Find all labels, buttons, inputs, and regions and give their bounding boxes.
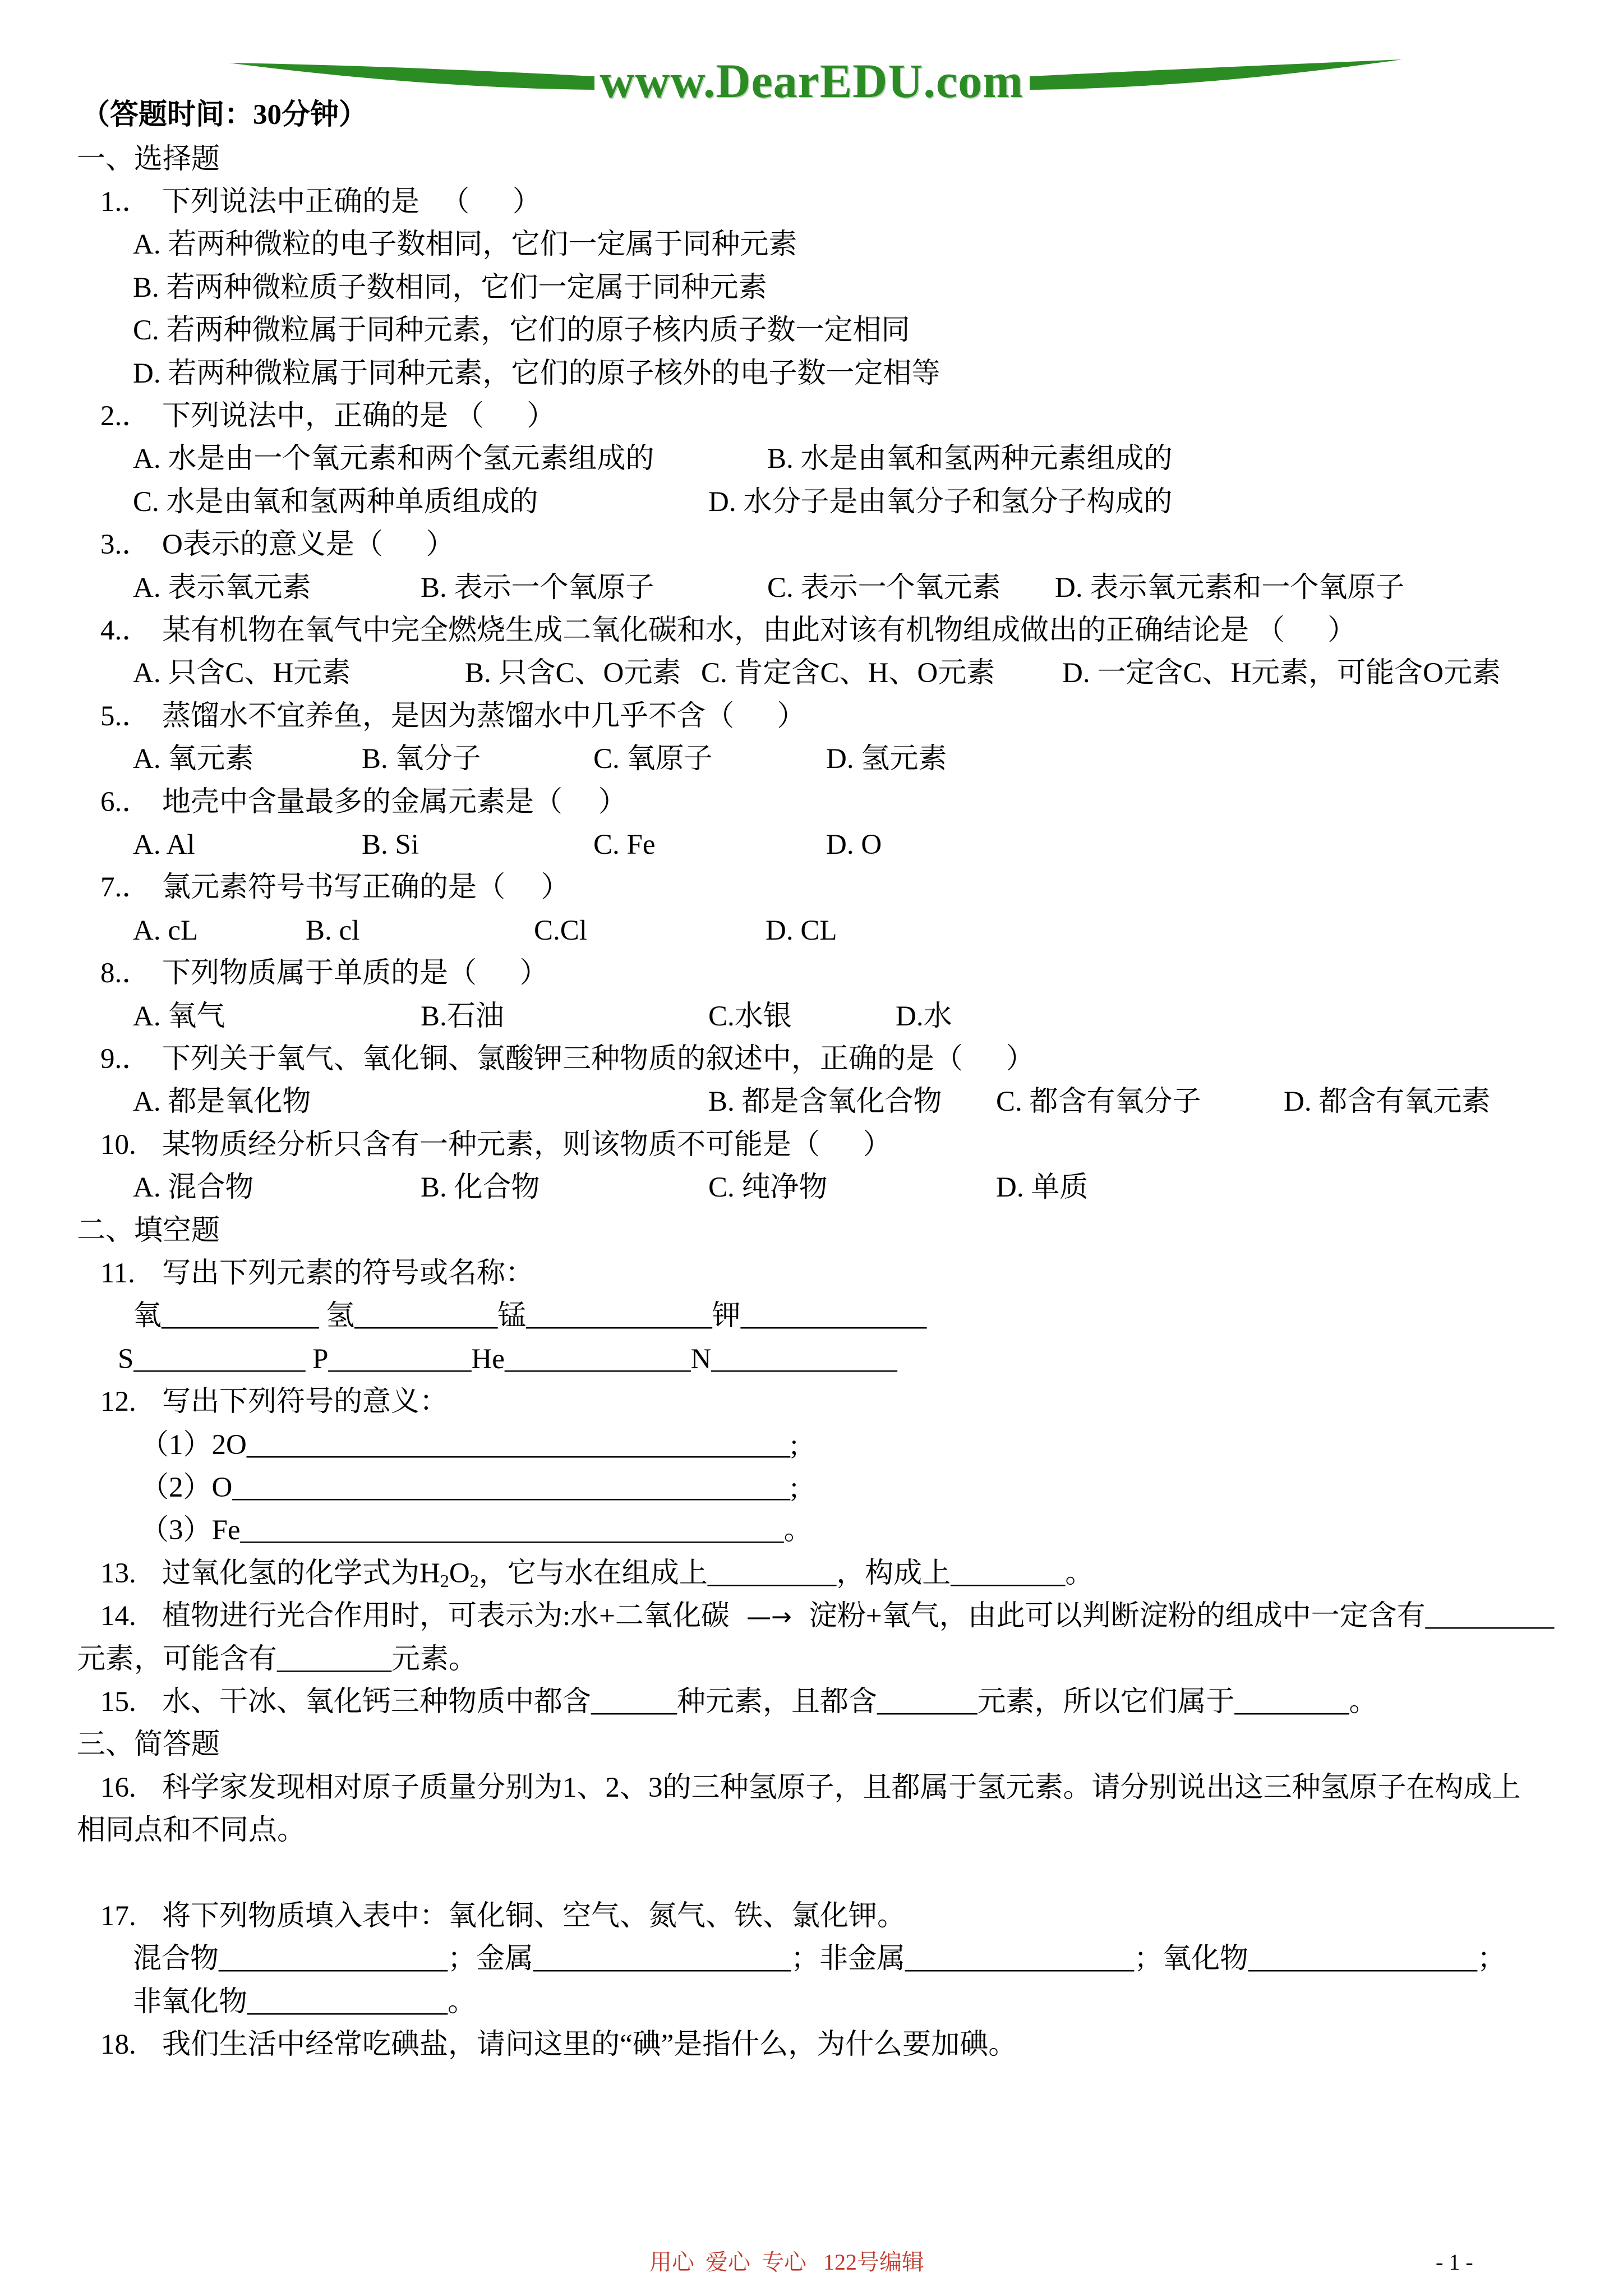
question-9-stem: 下列关于氧气、氧化铜、氯酸钾三种物质的叙述中，正确的是（ ） bbox=[162, 1043, 1035, 1075]
question-4-number: 4.． bbox=[100, 615, 151, 646]
question-7-stem: 氯元素符号书写正确的是（ ） bbox=[162, 872, 570, 903]
question-1-stem: 下列说法中正确的是 （ ） bbox=[162, 186, 541, 218]
question-14-text-after: 淀粉+氧气，由此可以判断淀粉的组成中一定含有_________ bbox=[808, 1600, 1555, 1632]
question-8-option-b: B.石油 bbox=[421, 1001, 504, 1032]
question-6-option-c: C. Fe bbox=[593, 829, 656, 861]
question-8-option-c: C.水银 bbox=[708, 1001, 792, 1032]
question-14-continuation: 元素，可能含有________元素。 bbox=[77, 1644, 478, 1675]
question-5-stem: 蒸馏水不宜养鱼，是因为蒸馏水中几乎不含（ ） bbox=[162, 701, 806, 732]
question-7-number: 7.． bbox=[100, 872, 151, 903]
question-10-option-d: D. 单质 bbox=[996, 1172, 1089, 1203]
footer-slogan: 用心 爱心 专心 122号编辑 bbox=[649, 2249, 924, 2275]
question-6-number: 6.． bbox=[100, 786, 151, 818]
question-2-option-b: B. 水是由氧和氢两种元素组成的 bbox=[767, 443, 1173, 475]
question-3-option-b: B. 表示一个氧原子 bbox=[421, 572, 654, 604]
question-18-number: 18. bbox=[100, 2029, 136, 2060]
question-11-blanks-row-1: 氧___________ 氢__________锰_____________钾_____________ bbox=[133, 1300, 927, 1332]
question-6-option-b: B. Si bbox=[362, 829, 419, 861]
question-10-number: 10. bbox=[100, 1129, 136, 1161]
question-7-option-c: C.Cl bbox=[534, 915, 587, 946]
question-10-option-c: C. 纯净物 bbox=[708, 1172, 828, 1203]
question-4-option-d: D. 一定含C、H元素，可能含O元素 bbox=[1062, 657, 1501, 689]
question-2-option-a: A. 水是由一个氧元素和两个氢元素组成的 bbox=[133, 443, 654, 475]
question-4-option-a: A. 只含C、H元素 bbox=[133, 657, 351, 689]
section-title-short-answer: 三、简答题 bbox=[77, 1729, 220, 1760]
question-3-option-c: C. 表示一个氧元素 bbox=[767, 572, 1001, 604]
formula-subscript-2: 2 bbox=[469, 1571, 479, 1591]
question-1-option-a: A. 若两种微粒的电子数相同，它们一定属于同种元素 bbox=[133, 229, 797, 260]
question-2-stem: 下列说法中，正确的是 （ ） bbox=[162, 401, 556, 432]
question-12-item-2: （2）O_______________________________________; bbox=[140, 1472, 799, 1503]
question-9-option-c: C. 都含有氧分子 bbox=[996, 1086, 1201, 1117]
question-7-option-b: B. cl bbox=[306, 915, 360, 946]
question-9-option-a: A. 都是氧化物 bbox=[133, 1086, 311, 1117]
question-13-number: 13. bbox=[100, 1558, 136, 1589]
question-2-option-c: C. 水是由氧和氢两种单质组成的 bbox=[133, 486, 538, 518]
question-10-stem: 某物质经分析只含有一种元素，则该物质不可能是（ ） bbox=[162, 1129, 892, 1161]
question-11-blanks-row-2: S____________ P__________He_____________N_____________ bbox=[118, 1343, 897, 1375]
question-3-number: 3.． bbox=[100, 529, 151, 560]
question-9-option-d: D. 都含有氧元素 bbox=[1284, 1086, 1491, 1117]
page-number: - 1 - bbox=[1436, 2249, 1473, 2275]
question-2-option-d: D. 水分子是由氧分子和氢分子构成的 bbox=[708, 486, 1173, 518]
question-7-option-a: A. cL bbox=[133, 915, 199, 946]
question-2-number: 2.． bbox=[100, 401, 151, 432]
question-5-option-b: B. 氧分子 bbox=[362, 743, 481, 775]
question-6-option-a: A. Al bbox=[133, 829, 195, 861]
question-1-option-c: C. 若两种微粒属于同种元素，它们的原子核内质子数一定相同 bbox=[133, 315, 910, 346]
question-16-number: 16. bbox=[100, 1772, 136, 1803]
question-8-number: 8.． bbox=[100, 958, 151, 989]
question-12-item-3: （3）Fe______________________________________。 bbox=[140, 1515, 813, 1546]
question-14-number: 14. bbox=[100, 1600, 136, 1632]
question-8-option-d: D.水 bbox=[896, 1001, 952, 1032]
question-5-number: 5.． bbox=[100, 701, 151, 732]
question-4-option-c: C. 肯定含C、H、O元素 bbox=[701, 657, 995, 689]
question-5-option-a: A. 氧元素 bbox=[133, 743, 254, 775]
question-8-option-a: A. 氧气 bbox=[133, 1001, 225, 1032]
question-4-stem: 某有机物在氧气中完全燃烧生成二氧化碳和水，由此对该有机物组成做出的正确结论是 （ ） bbox=[162, 615, 1357, 646]
question-6-option-d: D. O bbox=[826, 829, 882, 861]
question-13-stem bbox=[162, 1557, 1094, 1590]
question-8-stem: 下列物质属于单质的是（ ） bbox=[162, 958, 548, 989]
question-5-option-c: C. 氧原子 bbox=[593, 743, 713, 775]
question-15-number: 15. bbox=[100, 1686, 136, 1718]
question-17-number: 17. bbox=[100, 1901, 136, 1932]
question-3-stem: O表示的意义是（ ） bbox=[162, 529, 455, 560]
question-4-option-b: B. 只含C、O元素 bbox=[465, 657, 681, 689]
question-17-blanks-row-1: 混合物________________；金属__________________；非金属________________；氧化物________________； bbox=[133, 1943, 1506, 1975]
question-10-option-b: B. 化合物 bbox=[421, 1172, 540, 1203]
section-title-fill: 二、填空题 bbox=[77, 1215, 220, 1246]
question-18-stem: 我们生活中经常吃碘盐，请问这里的“碘”是指什么，为什么要加碘。 bbox=[162, 2029, 1017, 2060]
formula-element-h: H bbox=[419, 1558, 440, 1589]
question-11-number: 11. bbox=[100, 1258, 135, 1289]
question-3-option-a: A. 表示氧元素 bbox=[133, 572, 311, 604]
question-17-blanks-row-2: 非氧化物______________。 bbox=[133, 1986, 477, 2018]
question-15-stem: 水、干冰、氧化钙三种物质中都含______种元素，且都含_______元素，所以它们属于________。 bbox=[162, 1686, 1378, 1718]
question-13-text-after: ，它与水在组成上_________，构成上________。 bbox=[478, 1558, 1094, 1589]
question-12-item-1: （1）2O______________________________________; bbox=[140, 1429, 799, 1461]
site-logo-text: www.DearEDU.com bbox=[600, 54, 1023, 108]
section-title-choice: 一、选择题 bbox=[77, 144, 220, 175]
question-7-option-d: D. CL bbox=[766, 915, 837, 946]
question-9-option-b: B. 都是含氧化合物 bbox=[708, 1086, 942, 1117]
question-5-option-d: D. 氢元素 bbox=[826, 743, 947, 775]
question-11-stem: 写出下列元素的符号或名称： bbox=[162, 1258, 534, 1289]
question-12-stem: 写出下列符号的意义： bbox=[162, 1386, 449, 1418]
question-14-text-before: 植物进行光合作用时，可表示为:水+二氧化碳 bbox=[162, 1600, 730, 1632]
question-1-option-b: B. 若两种微粒质子数相同，它们一定属于同种元素 bbox=[133, 272, 767, 303]
question-17-stem: 将下列物质填入表中：氧化铜、空气、氮气、铁、氯化钾。 bbox=[162, 1901, 906, 1932]
question-16-stem: 科学家发现相对原子质量分别为1、2、3的三种氢原子，且都属于氢元素。请分别说出这三种氢原子在构成上 bbox=[162, 1772, 1521, 1803]
time-note: （答题时间：30分钟） bbox=[81, 99, 368, 131]
question-6-stem: 地壳中含量最多的金属元素是（ ） bbox=[162, 786, 627, 818]
reaction-arrow-icon: —→ bbox=[746, 1603, 792, 1631]
formula-element-o: O bbox=[449, 1558, 470, 1589]
question-1-option-d: D. 若两种微粒属于同种元素，它们的原子核外的电子数一定相等 bbox=[133, 358, 940, 389]
question-9-number: 9.． bbox=[100, 1043, 151, 1075]
formula-subscript-1: 2 bbox=[440, 1571, 449, 1591]
question-16-continuation: 相同点和不同点。 bbox=[77, 1815, 306, 1846]
question-3-option-d: D. 表示氧元素和一个氧原子 bbox=[1055, 572, 1405, 604]
question-10-option-a: A. 混合物 bbox=[133, 1172, 254, 1203]
question-12-number: 12. bbox=[100, 1386, 136, 1418]
question-14-stem bbox=[162, 1599, 1554, 1633]
question-1-number: 1.． bbox=[100, 186, 151, 218]
question-13-text-before: 过氧化氢的化学式为 bbox=[162, 1558, 420, 1589]
